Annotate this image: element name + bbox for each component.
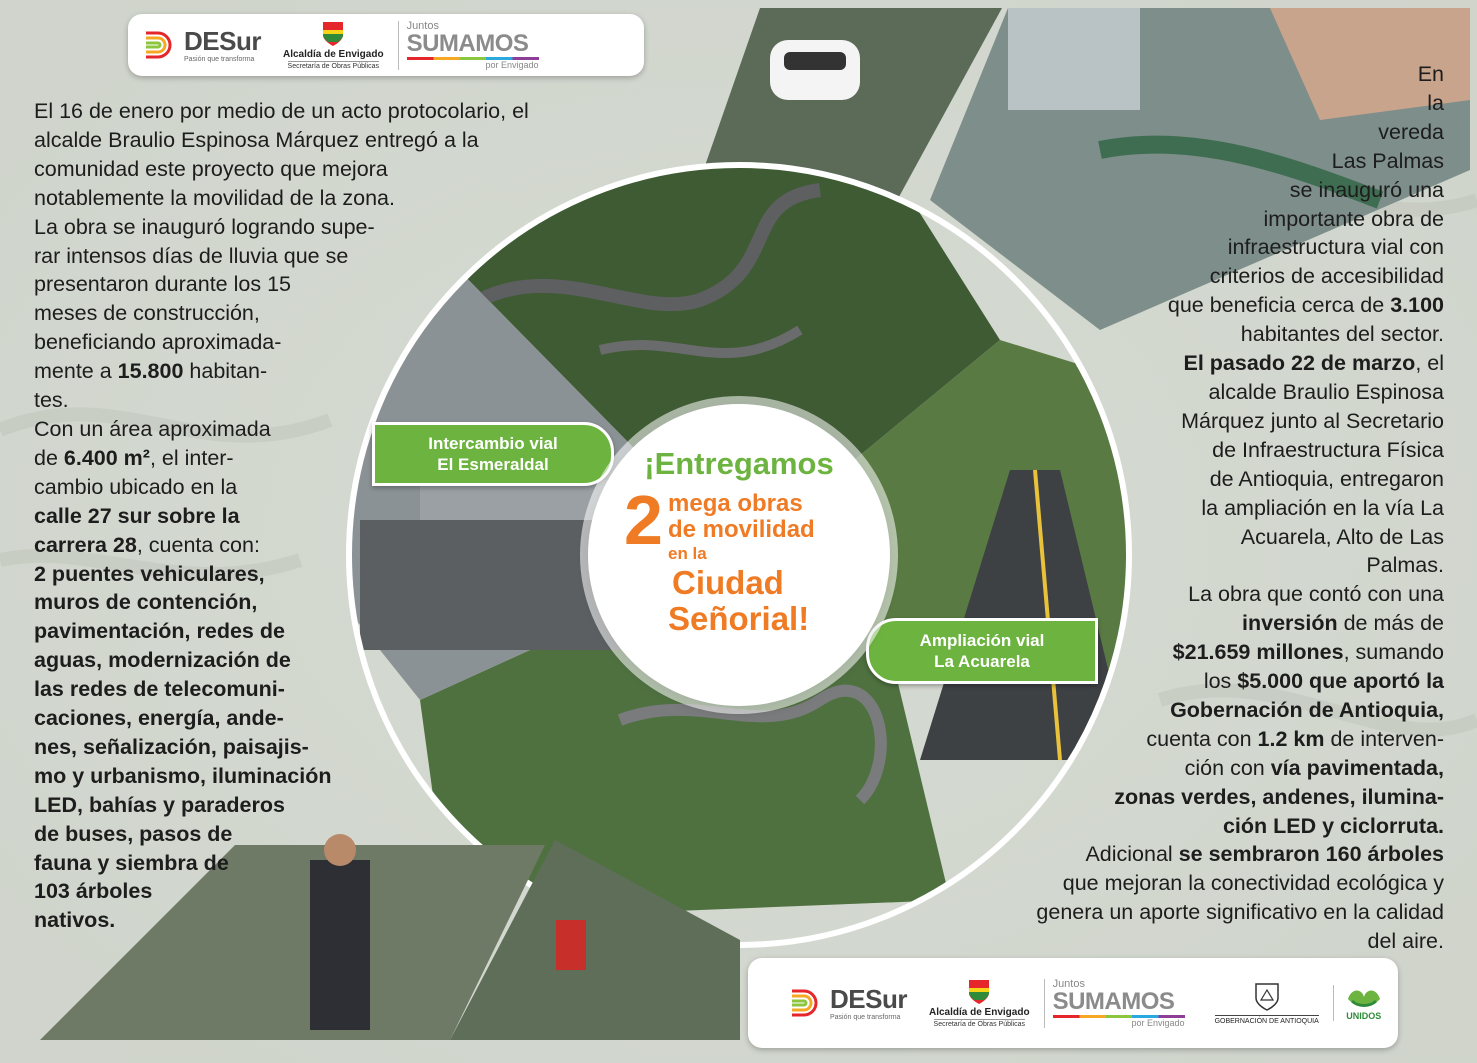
text-line-part: Gobernación de Antioquia, bbox=[1170, 697, 1444, 722]
text-line bbox=[924, 60, 1444, 89]
envigado-shield-icon bbox=[322, 21, 344, 47]
desur-tagline: Pasión que transforma bbox=[830, 1013, 901, 1021]
text-line-part: los bbox=[1203, 669, 1238, 694]
text-line bbox=[34, 155, 494, 184]
text-line bbox=[34, 762, 494, 791]
sumamos-por: por Envigado bbox=[1131, 1017, 1185, 1028]
left-article-text bbox=[34, 97, 529, 935]
text-line-part: caciones, energía, ande- bbox=[34, 706, 284, 731]
text-line bbox=[924, 89, 1444, 118]
badge-acuarela-line1: Ampliación vial bbox=[919, 631, 1045, 650]
center-line-3: en la bbox=[668, 544, 707, 563]
text-line-part: El 16 de enero por medio de un acto protocolario, el bbox=[34, 99, 529, 123]
text-line-bold: inversión bbox=[1242, 611, 1338, 636]
text-line bbox=[924, 176, 1444, 205]
text-line-part: meses de construcción, bbox=[34, 301, 260, 326]
text-line-part: , el inter- bbox=[149, 445, 234, 470]
text-line bbox=[34, 502, 494, 531]
text-line bbox=[924, 523, 1444, 552]
alcaldia-name: Alcaldía de Envigado bbox=[282, 48, 384, 60]
text-line bbox=[924, 118, 1444, 147]
text-line bbox=[34, 675, 494, 704]
text-line bbox=[924, 927, 1444, 956]
text-line-part: importante obra de bbox=[1263, 206, 1444, 231]
text-line-part: de bbox=[34, 445, 64, 470]
text-line bbox=[924, 291, 1444, 320]
text-line bbox=[924, 869, 1444, 898]
text-line-part: cambio ubicado en la bbox=[34, 474, 238, 499]
text-line bbox=[924, 147, 1444, 176]
text-line bbox=[924, 812, 1444, 841]
text-line-part: Adicional bbox=[1085, 842, 1179, 867]
text-line bbox=[34, 531, 494, 560]
text-line-part: vereda bbox=[1378, 119, 1444, 144]
text-line-part: de buses, pasos de bbox=[34, 821, 233, 846]
text-line bbox=[924, 696, 1444, 725]
alcaldia-logo bbox=[283, 21, 384, 70]
sumamos-juntos: Juntos bbox=[1052, 977, 1085, 990]
sumamos-juntos: Juntos bbox=[406, 19, 439, 32]
unidos-name: UNIDOS bbox=[1346, 1011, 1382, 1021]
text-line-part: tes. bbox=[34, 388, 69, 413]
alcaldia-name: Alcaldía de Envigado bbox=[928, 1006, 1030, 1018]
text-line bbox=[34, 184, 494, 213]
logo-bar-bottom bbox=[748, 958, 1398, 1048]
text-line-bold: carrera 28 bbox=[34, 532, 137, 557]
text-line-part: La obra que contó con una bbox=[1188, 582, 1444, 607]
text-line-part: que beneficia cerca de bbox=[1167, 293, 1391, 318]
antioquia-seal-icon bbox=[1254, 982, 1280, 1012]
center-line-4: Ciudad bbox=[672, 564, 784, 601]
text-line-bold: 15.800 bbox=[117, 359, 184, 384]
desur-mark-icon bbox=[788, 985, 824, 1021]
text-line bbox=[924, 580, 1444, 609]
text-line-part: 2 puentes vehiculares, bbox=[34, 561, 265, 586]
alcaldia-logo-bottom bbox=[929, 979, 1030, 1028]
center-line-1: mega obras bbox=[668, 490, 803, 517]
text-line bbox=[924, 551, 1444, 580]
text-line bbox=[924, 840, 1444, 869]
text-line-part: zonas verdes, andenes, ilumina- bbox=[1114, 784, 1444, 809]
text-line-part: rar intensos días de lluvia que se bbox=[34, 243, 349, 268]
desur-name: DESur bbox=[830, 983, 907, 1014]
text-line-part: habitan- bbox=[183, 359, 268, 384]
text-line bbox=[34, 877, 494, 906]
text-line bbox=[34, 270, 494, 299]
text-line-part: de interven- bbox=[1324, 726, 1444, 751]
center-title: ¡Entregamos bbox=[644, 446, 834, 481]
text-line bbox=[924, 898, 1444, 927]
right-article-text bbox=[924, 60, 1444, 956]
text-line-part: Las Palmas bbox=[1331, 148, 1444, 173]
gobernacion-name: GOBERNACIÓN DE ANTIOQUIA bbox=[1215, 1015, 1319, 1025]
text-line-part: notablemente la movilidad de la zona. bbox=[34, 185, 395, 210]
text-line-part: nativos. bbox=[34, 908, 116, 933]
text-line-bold: $21.659 millones bbox=[1172, 640, 1344, 665]
text-line-part: calle 27 sur sobre la bbox=[34, 503, 240, 528]
text-line-part: de más de bbox=[1337, 611, 1444, 636]
text-line-part: de Infraestructura Física bbox=[1212, 437, 1444, 462]
text-line-part: del aire. bbox=[1367, 929, 1444, 954]
sumamos-main: SUMAMOS bbox=[406, 29, 529, 57]
text-line-part: ción con bbox=[1184, 755, 1271, 780]
text-line-bold: vía pavimentada, bbox=[1270, 755, 1444, 780]
text-line bbox=[924, 725, 1444, 754]
text-line bbox=[924, 494, 1444, 523]
text-line-part: la ampliación en la vía La bbox=[1201, 495, 1444, 520]
text-line-bold: 3.100 bbox=[1390, 293, 1444, 318]
text-line-part: Márquez junto al Secretario bbox=[1181, 408, 1444, 433]
badge-esmeraldal-line2: El Esmeraldal bbox=[437, 455, 549, 474]
text-line bbox=[924, 349, 1444, 378]
text-line bbox=[34, 328, 494, 357]
text-line bbox=[34, 386, 494, 415]
text-line-part: , sumando bbox=[1343, 640, 1444, 665]
text-line-part: , cuenta con: bbox=[136, 532, 260, 557]
text-line bbox=[34, 704, 494, 733]
text-line-bold: $5.000 que aportó la bbox=[1237, 669, 1444, 694]
text-line bbox=[924, 262, 1444, 291]
desur-logo-bottom bbox=[788, 985, 907, 1021]
text-line-part: genera un aporte significativo en la calidad bbox=[1036, 900, 1444, 925]
text-line bbox=[924, 436, 1444, 465]
sumamos-main: SUMAMOS bbox=[1052, 987, 1175, 1015]
text-line-part: beneficiando aproximada- bbox=[34, 330, 282, 355]
text-line-part: Palmas. bbox=[1366, 553, 1444, 578]
text-line bbox=[924, 320, 1444, 349]
text-line-part: muros de contención, bbox=[34, 590, 258, 615]
text-line bbox=[924, 407, 1444, 436]
text-line bbox=[924, 233, 1444, 262]
logo-bar-top bbox=[128, 14, 644, 76]
badge-esmeraldal bbox=[372, 422, 614, 486]
text-line-part: La obra se inauguró logrando supe- bbox=[34, 214, 375, 239]
desur-mark-icon bbox=[142, 27, 178, 63]
center-line-5: Señorial! bbox=[668, 600, 810, 637]
text-line-part: pavimentación, redes de bbox=[34, 619, 285, 644]
text-line-part: se inauguró una bbox=[1289, 177, 1444, 202]
text-line-part: cuenta con bbox=[1146, 726, 1258, 751]
text-line-part: ción LED y ciclorruta. bbox=[1222, 813, 1444, 838]
alcaldia-sub: Secretaría de Obras Públicas bbox=[933, 1020, 1025, 1028]
sumamos-por: por Envigado bbox=[485, 59, 539, 70]
desur-name: DESur bbox=[184, 25, 261, 56]
text-line-part: En bbox=[1417, 62, 1444, 86]
text-line bbox=[34, 646, 494, 675]
text-line bbox=[34, 588, 494, 617]
unidos-mark-icon bbox=[1344, 985, 1384, 1011]
desur-logo bbox=[142, 27, 261, 63]
text-line-part: comunidad este proyecto que mejora bbox=[34, 156, 388, 181]
text-line bbox=[34, 617, 494, 646]
text-line-part: mo y urbanismo, iluminación bbox=[34, 763, 332, 788]
text-line-part: que mejoran la conectividad ecológica y bbox=[1062, 871, 1444, 896]
badge-esmeraldal-line1: Intercambio vial bbox=[428, 434, 558, 453]
text-line-part: habitantes del sector. bbox=[1240, 322, 1444, 347]
text-line bbox=[924, 465, 1444, 494]
text-line bbox=[34, 733, 494, 762]
text-line bbox=[34, 126, 494, 155]
text-line bbox=[34, 357, 494, 386]
text-line-part: Con un área aproximada bbox=[34, 416, 271, 441]
text-line bbox=[924, 378, 1444, 407]
text-line bbox=[34, 906, 494, 935]
text-line-part: las redes de telecomuni- bbox=[34, 677, 285, 702]
text-line bbox=[34, 299, 494, 328]
text-line bbox=[34, 849, 494, 878]
text-line bbox=[34, 213, 494, 242]
badge-acuarela bbox=[866, 618, 1098, 684]
center-line-2: de movilidad bbox=[668, 516, 815, 543]
text-line-bold: se sembraron 160 árboles bbox=[1178, 842, 1444, 867]
text-line-part: infraestructura vial con bbox=[1227, 235, 1444, 260]
text-line-part: de Antioquia, entregaron bbox=[1209, 466, 1444, 491]
text-line-part: alcalde Braulio Espinosa Márquez entregó a la bbox=[34, 127, 479, 152]
text-line-part: alcalde Braulio Espinosa bbox=[1208, 379, 1444, 404]
text-line bbox=[34, 791, 494, 820]
text-line bbox=[924, 754, 1444, 783]
text-line-part: criterios de accesibilidad bbox=[1209, 264, 1444, 289]
text-line-part: nes, señalización, paisajis- bbox=[34, 734, 309, 759]
envigado-shield-icon bbox=[968, 979, 990, 1005]
text-line bbox=[924, 783, 1444, 812]
text-line-part: 103 árboles bbox=[34, 879, 153, 904]
text-line bbox=[34, 97, 529, 126]
text-line-part: fauna y siembra de bbox=[34, 850, 229, 875]
gobernacion-logo bbox=[1215, 982, 1319, 1025]
sumamos-logo-bottom bbox=[1044, 979, 1185, 1028]
text-line-part: la bbox=[1427, 90, 1444, 115]
text-line-part: presentaron durante los 15 bbox=[34, 272, 291, 297]
text-line bbox=[34, 560, 494, 589]
center-big-number: 2 bbox=[624, 481, 663, 559]
sumamos-logo bbox=[398, 21, 539, 70]
unidos-logo bbox=[1333, 985, 1384, 1021]
text-line-part: LED, bahías y paraderos bbox=[34, 792, 285, 817]
text-line-part: mente a bbox=[34, 359, 118, 384]
text-line-bold: El pasado 22 de marzo bbox=[1183, 351, 1416, 376]
center-headline-disc bbox=[588, 404, 890, 706]
text-line-part: , el bbox=[1415, 351, 1444, 376]
text-line-bold: 1.2 km bbox=[1257, 726, 1325, 751]
badge-acuarela-line2: La Acuarela bbox=[934, 652, 1030, 671]
text-line bbox=[34, 820, 494, 849]
alcaldia-sub: Secretaría de Obras Públicas bbox=[287, 62, 379, 70]
text-line-part: aguas, modernización de bbox=[34, 648, 291, 673]
text-line bbox=[34, 242, 494, 271]
desur-tagline: Pasión que transforma bbox=[184, 55, 255, 63]
text-line-bold: 6.400 m² bbox=[63, 445, 150, 470]
text-line-part: Acuarela, Alto de Las bbox=[1240, 524, 1444, 549]
text-line bbox=[924, 205, 1444, 234]
